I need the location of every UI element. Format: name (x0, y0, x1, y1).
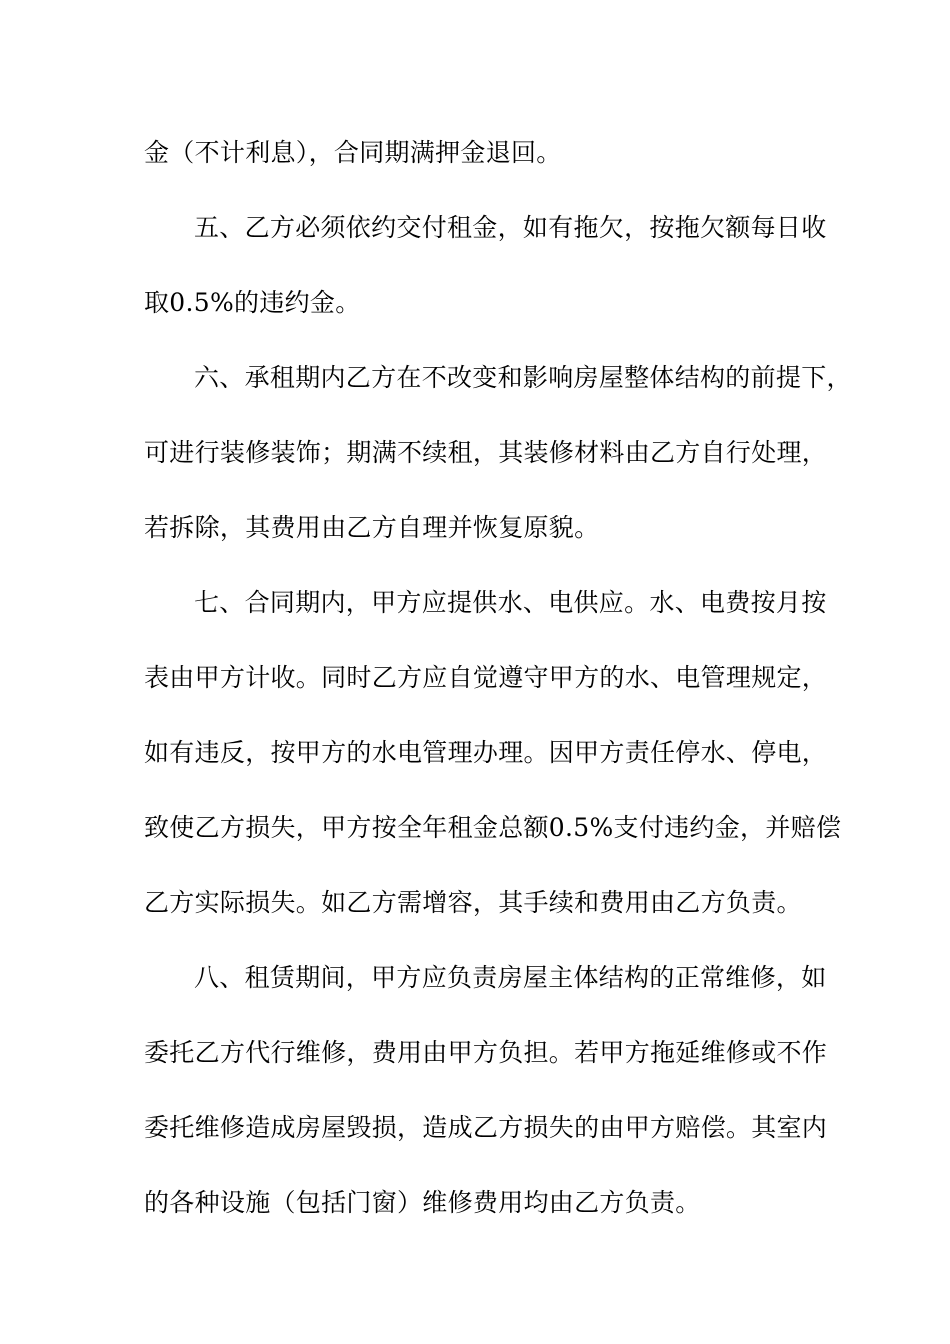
clause-7-line: 七、合同期内，甲方应提供水、电供应。水、电费按月按 (194, 588, 827, 617)
clause-6-line: 六、承租期内乙方在不改变和影响房屋整体结构的前提下， (194, 363, 852, 392)
text-line: 委托维修造成房屋毁损，造成乙方损失的由甲方赔偿。其室内 (144, 1113, 828, 1142)
clause-5-line: 五、乙方必须依约交付租金，如有拖欠，按拖欠额每日收 (194, 213, 827, 242)
text-line: 乙方实际损失。如乙方需增容，其手续和费用由乙方负责。 (144, 888, 802, 917)
clause-8-line: 八、租赁期间，甲方应负责房屋主体结构的正常维修，如 (194, 963, 827, 992)
text-line: 致使乙方损失，甲方按全年租金总额0.5%支付违约金，并赔偿 (144, 813, 842, 842)
text-line: 取0.5%的违约金。 (144, 288, 361, 317)
text-line: 如有违反，按甲方的水电管理办理。因甲方责任停水、停电， (144, 738, 828, 767)
text-line: 金（不计利息），合同期满押金退回。 (144, 138, 562, 167)
text-line: 的各种设施（包括门窗）维修费用均由乙方负责。 (144, 1188, 701, 1217)
text-line: 若拆除，其费用由乙方自理并恢复原貌。 (144, 513, 600, 542)
text-line: 表由甲方计收。同时乙方应自觉遵守甲方的水、电管理规定， (144, 663, 828, 692)
text-line: 可进行装修装饰；期满不续租，其装修材料由乙方自行处理， (144, 438, 828, 467)
text-line: 委托乙方代行维修，费用由甲方负担。若甲方拖延维修或不作 (144, 1038, 828, 1067)
